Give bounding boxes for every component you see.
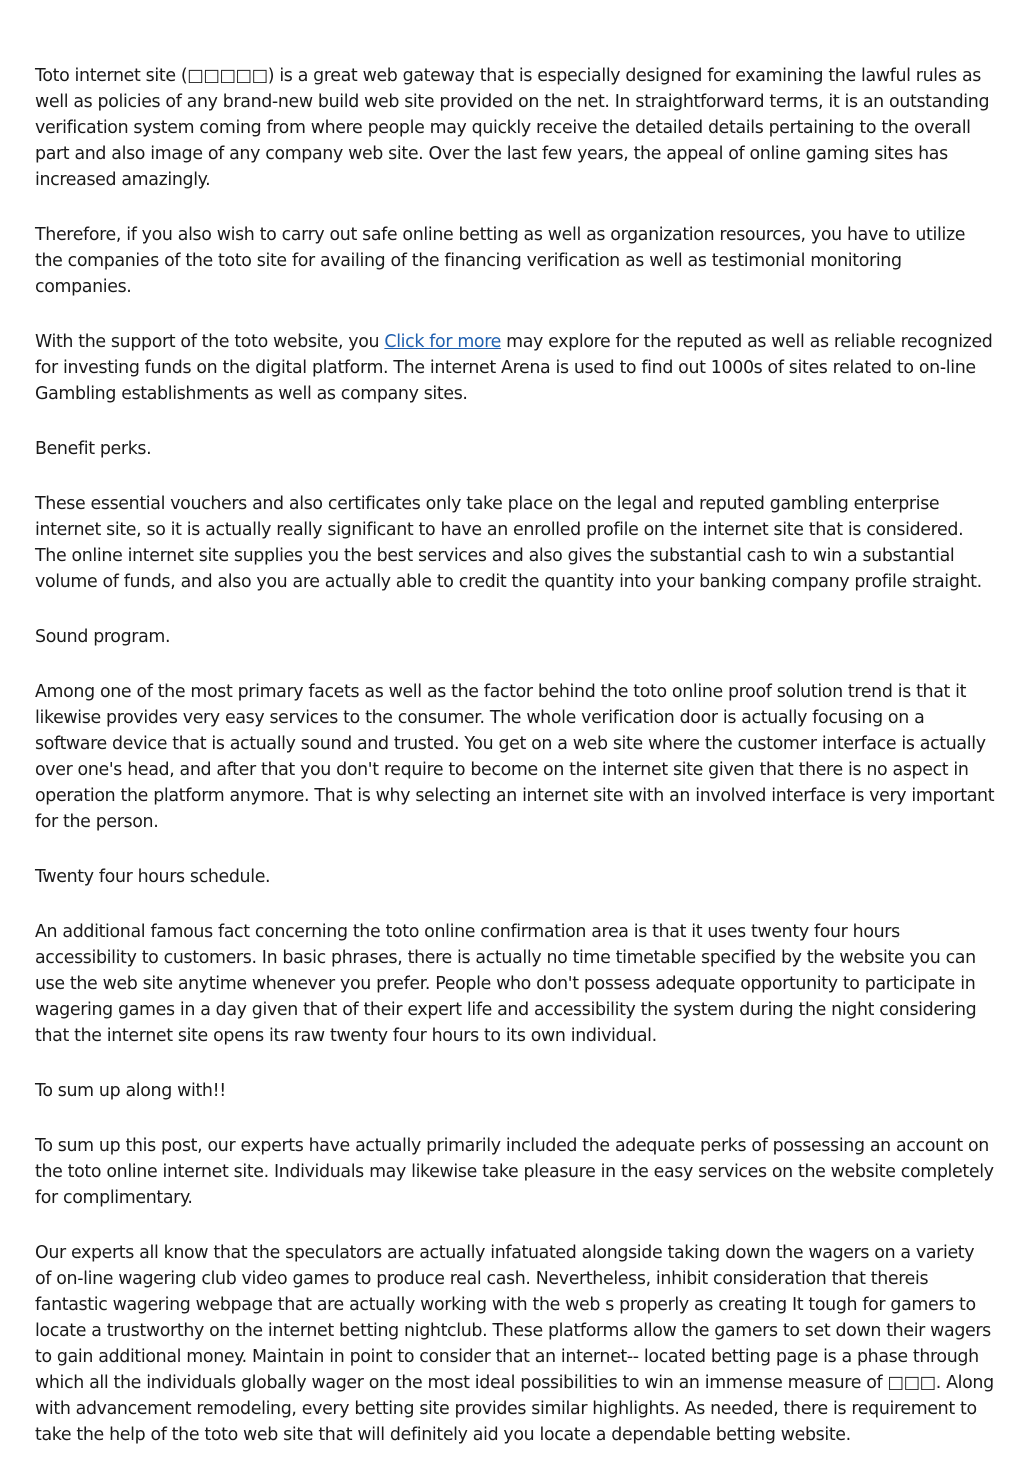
paragraph-support-text-after: may explore for the reputed as well as reliable recognized for investing funds on the digital platform. The internet Arena is used to find out 1000s of sites related to on-line Gambling establishments as well as company sites. bbox=[35, 332, 993, 404]
paragraph-support-text-before: With the support of the toto website, you bbox=[35, 332, 385, 352]
paragraph-vouchers: These essential vouchers and also certificates only take place on the legal and reputed gambling enterprise internet site, so it is actually really significant to have an enrolled profile on the internet site that is considered. The online internet site supplies you the best services and also gives the substantial cash to win a substantial volume of funds, and also you are actually able to credit the quantity into your banking company profile straight. bbox=[35, 494, 982, 592]
heading-twenty-four-hours: Twenty four hours schedule. bbox=[35, 867, 271, 887]
paragraph-verification-door: Among one of the most primary facets as well as the factor behind the toto online proof solution trend is that it likewise provides very easy services to the consumer. The whole verification door is actually focusing on a software device that is actually sound and trusted. You get on a web site where the customer interface is actually over one's head, and after that you don't require to become on the internet site given that there is no aspect in operation the platform anymore. That is why selecting an internet site with an involved interface is very important for the person. bbox=[35, 682, 995, 832]
paragraph-intro: Toto internet site (□□□□□) is a great web gateway that is especially designed for examining the lawful rules as well as policies of any brand-new build web site provided on the net. In straightforward terms, it is an outstanding verification system coming from where people may quickly receive the detailed details pertaining to the overall part and also image of any company web site. Over the last few years, the appeal of online gaming sites has increased amazingly. bbox=[35, 66, 990, 190]
paragraph-support bbox=[35, 329, 995, 407]
heading-benefit-perks: Benefit perks. bbox=[35, 439, 152, 459]
paragraph-summary: To sum up this post, our experts have actually primarily included the adequate perks of possessing an account on the toto online internet site. Individuals may likewise take pleasure in the easy services on the website completely for complimentary. bbox=[35, 1136, 994, 1208]
heading-sound-program: Sound program. bbox=[35, 627, 171, 647]
paragraph-accessibility: An additional famous fact concerning the toto online confirmation area is that it uses twenty four hours accessibility to customers. In basic phrases, there is actually no time timetable specified by the website you can use the web site anytime whenever you prefer. People who don't possess adequate opportunity to participate in wagering games in a day given that of their expert life and accessibility the system during the night considering that the internet site opens its raw twenty four hours to its own individual. bbox=[35, 922, 977, 1046]
click-for-more-link[interactable]: Click for more bbox=[384, 332, 501, 352]
heading-sum-up: To sum up along with!! bbox=[35, 1081, 226, 1101]
paragraph-speculators: Our experts all know that the speculators are actually infatuated alongside taking down the wagers on a variety of on-line wagering club video games to produce real cash. Nevertheless, inhibit consideration that thereis fantastic wagering webpage that are actually working with the web s properly as creating It tough for gamers to locate a trustworthy on the internet betting nightclub. These platforms allow the gamers to set down their wagers to gain additional money. Maintain in point to consider that an internet-- located betting page is a phase through which all the individuals globally wager on the most ideal possibilities to win an immense measure of □□□. Along with advancement remodeling, every betting site provides similar highlights. As needed, there is requirement to take the help of the toto web site that will definitely aid you locate a dependable betting website. bbox=[35, 1243, 994, 1445]
document-body bbox=[35, 63, 995, 1477]
paragraph-safe-betting: Therefore, if you also wish to carry out safe online betting as well as organization resources, you have to utilize the companies of the toto site for availing of the financing verification as well as testimonial monitoring companies. bbox=[35, 225, 966, 297]
